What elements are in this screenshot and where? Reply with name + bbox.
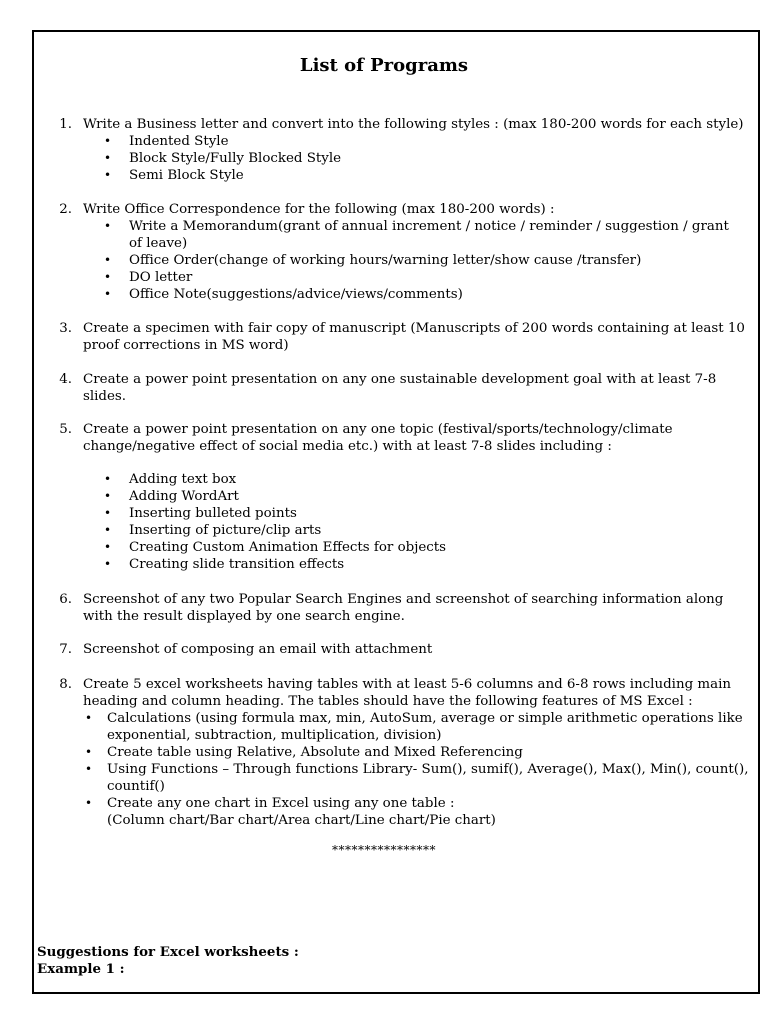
program-2-bullet-2: Office Order(change of working hours/warning letter/show cause /transfer)	[129, 253, 642, 268]
program-5-text-2: change/negative effect of social media etc.) with at least 7-8 slides including :	[83, 439, 612, 454]
program-7-text: Screenshot of composing an email with attachment	[83, 642, 433, 657]
program-8-bullet-1: Calculations (using formula max, min, AutoSum, average or simple arithmetic operations like	[107, 711, 743, 726]
program-4-text-1: Create a power point presentation on any one sustainable development goal with at least 7-8	[83, 372, 717, 387]
bullet-icon: •	[104, 287, 112, 301]
program-1-number: 1.	[59, 117, 72, 132]
program-5-bullet-5: Creating Custom Animation Effects for objects	[129, 540, 447, 555]
program-5-bullet-4: Inserting of picture/clip arts	[129, 523, 322, 538]
program-3-text-2: proof corrections in MS word)	[83, 338, 289, 353]
program-5-bullet-3: Inserting bulleted points	[129, 506, 297, 521]
bullet-icon: •	[104, 472, 112, 486]
bullet-icon: •	[104, 557, 112, 571]
bullet-icon: •	[85, 796, 93, 810]
program-3-number: 3.	[59, 321, 72, 336]
program-7-number: 7.	[59, 642, 72, 657]
program-8-number: 8.	[59, 677, 72, 692]
program-1-bullet-3: Semi Block Style	[129, 168, 244, 183]
bullet-icon: •	[104, 270, 112, 284]
suggestions-heading: Suggestions for Excel worksheets :	[37, 944, 299, 960]
program-8-bullet-4-cont: (Column chart/Bar chart/Area chart/Line chart/Pie chart)	[107, 813, 496, 828]
bullet-icon: •	[104, 523, 112, 537]
bullet-icon: •	[104, 253, 112, 267]
bullet-icon: •	[104, 168, 112, 182]
separator-stars: ****************	[332, 843, 436, 857]
program-1-bullet-2: Block Style/Fully Blocked Style	[129, 151, 342, 166]
program-8-text-2: heading and column heading. The tables should have the following features of MS Excel :	[83, 694, 693, 709]
program-4-text-2: slides.	[83, 389, 127, 404]
bullet-icon: •	[104, 489, 112, 503]
program-4-number: 4.	[59, 372, 72, 387]
bullet-icon: •	[104, 151, 112, 165]
program-2-number: 2.	[59, 202, 72, 217]
bullet-icon: •	[85, 745, 93, 759]
program-2-text: Write Office Correspondence for the following (max 180-200 words) :	[83, 202, 555, 217]
example-label: Example 1 :	[37, 961, 125, 977]
program-8-bullet-2: Create table using Relative, Absolute and Mixed Referencing	[107, 745, 523, 760]
program-5-bullet-1: Adding text box	[129, 472, 237, 487]
program-8-bullet-3-cont: countif()	[107, 779, 165, 794]
program-5-bullet-6: Creating slide transition effects	[129, 557, 345, 572]
program-6-number: 6.	[59, 592, 72, 607]
program-5-number: 5.	[59, 422, 72, 437]
bullet-icon: •	[85, 762, 93, 776]
program-8-bullet-1-cont: exponential, subtraction, multiplication, division)	[107, 728, 442, 743]
program-2-bullet-3: DO letter	[129, 270, 193, 285]
program-8-bullet-4: Create any one chart in Excel using any one table :	[107, 796, 455, 811]
program-6-text-1: Screenshot of any two Popular Search Engines and screenshot of searching information along	[83, 592, 724, 607]
program-2-bullet-4: Office Note(suggestions/advice/views/comments)	[129, 287, 463, 302]
program-8-bullet-3: Using Functions – Through functions Library- Sum(), sumif(), Average(), Max(), Min(), count(),	[107, 762, 749, 777]
page-title: List of Programs	[299, 55, 469, 76]
bullet-icon: •	[104, 506, 112, 520]
bullet-icon: •	[104, 540, 112, 554]
program-8-text-1: Create 5 excel worksheets having tables with at least 5-6 columns and 6-8 rows including main	[83, 677, 731, 692]
bullet-icon: •	[85, 711, 93, 725]
bullet-icon: •	[104, 219, 112, 233]
bullet-icon: •	[104, 134, 112, 148]
program-5-text-1: Create a power point presentation on any one topic (festival/sports/technology/climate	[83, 422, 673, 437]
program-3-text-1: Create a specimen with fair copy of manuscript (Manuscripts of 200 words containing at least 10	[83, 321, 745, 336]
program-2-bullet-1-cont: of leave)	[129, 236, 188, 251]
program-5-bullet-2: Adding WordArt	[129, 489, 239, 504]
program-1-bullet-1: Indented Style	[129, 134, 229, 149]
program-6-text-2: with the result displayed by one search engine.	[83, 609, 405, 624]
program-1-text: Write a Business letter and convert into the following styles : (max 180-200 words for each style)	[83, 117, 744, 132]
program-2-bullet-1: Write a Memorandum(grant of annual increment / notice / reminder / suggestion / grant	[129, 219, 729, 234]
